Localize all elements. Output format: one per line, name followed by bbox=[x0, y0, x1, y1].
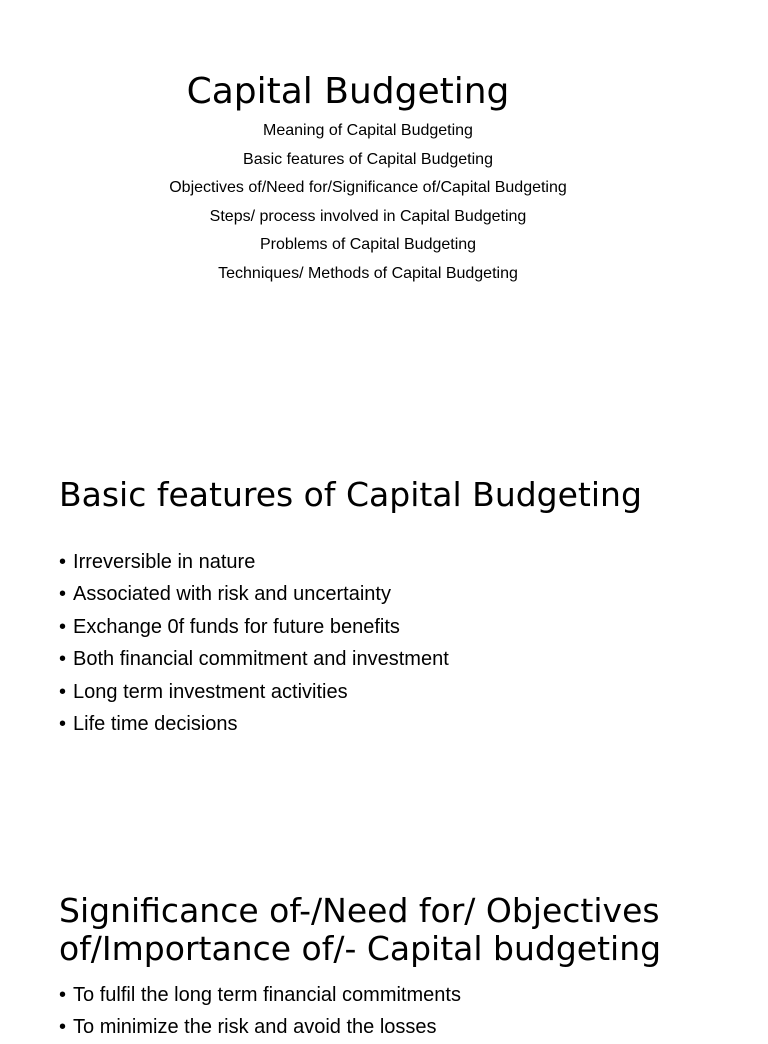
topic-item: Objectives of/Need for/Significance of/Capital Budgeting bbox=[169, 179, 567, 197]
bullet-item: • Both financial commitment and investment bbox=[59, 643, 739, 675]
bullet-item: • Life time decisions bbox=[59, 708, 739, 740]
bullet-list bbox=[59, 979, 739, 1044]
bullet-item: • Irreversible in nature bbox=[59, 546, 739, 578]
slide-heading-line: Significance of-/Need for/ Objectives bbox=[59, 891, 660, 930]
bullet-item: • To fulfil the long term financial commitments bbox=[59, 979, 739, 1011]
bullet-item: • Long term investment activities bbox=[59, 676, 739, 708]
topic-item: Techniques/ Methods of Capital Budgeting bbox=[218, 264, 518, 282]
slide-heading-line: of/Importance of/- Capital budgeting bbox=[59, 929, 662, 968]
topic-item: Problems of Capital Budgeting bbox=[259, 236, 477, 254]
slide-overview bbox=[0, 0, 768, 410]
slide-significance bbox=[0, 840, 768, 1039]
topic-item: Basic features of Capital Budgeting bbox=[243, 150, 493, 168]
bullet-item: • Associated with risk and uncertainty bbox=[59, 578, 739, 610]
bullet-list bbox=[59, 546, 739, 740]
slide-title: Capital Budgeting bbox=[186, 71, 510, 112]
topic-item: Meaning of Capital Budgeting bbox=[263, 122, 473, 139]
bullet-item: • Exchange 0f funds for future benefits bbox=[59, 611, 739, 643]
slide-basic-features bbox=[0, 410, 768, 840]
bullet-item: • To minimize the risk and avoid the losses bbox=[59, 1011, 739, 1043]
slide-heading bbox=[59, 892, 749, 968]
topic-item: Steps/ process involved in Capital Budgeting bbox=[209, 207, 527, 225]
slide-heading: Basic features of Capital Budgeting bbox=[59, 475, 642, 514]
topic-list bbox=[0, 117, 736, 289]
